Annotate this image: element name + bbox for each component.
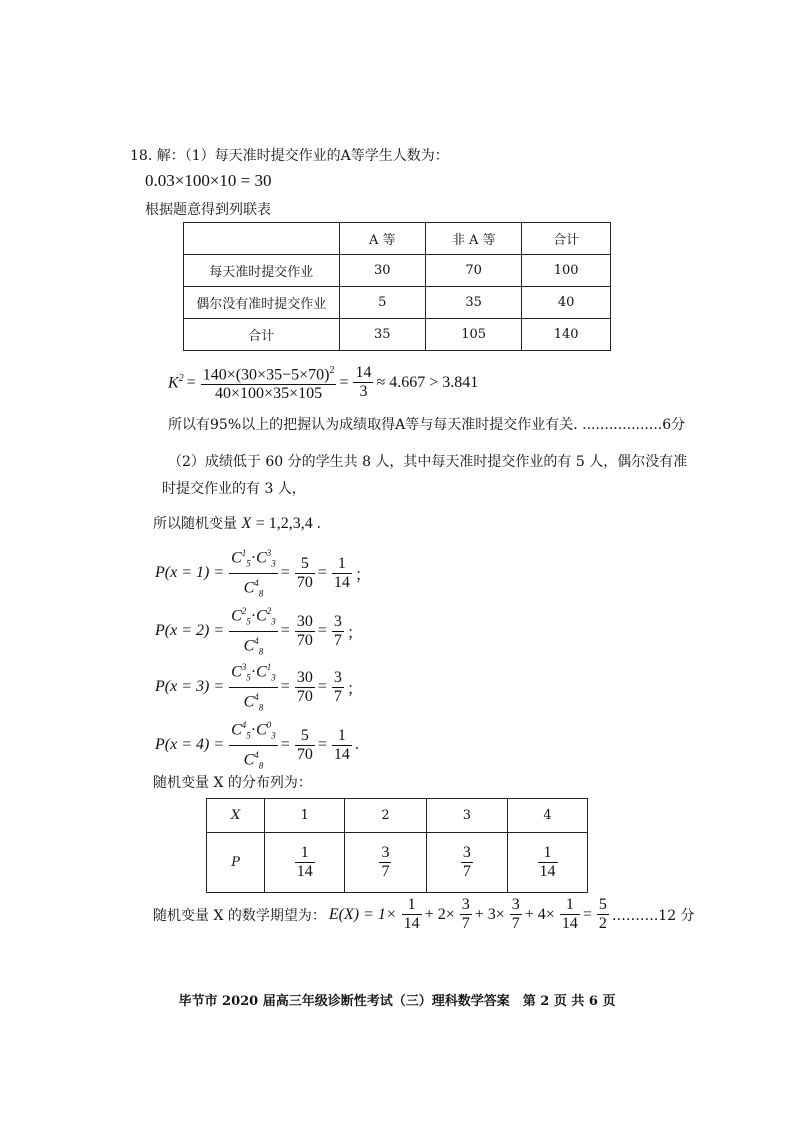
combo-sup: 4 — [254, 577, 259, 588]
rv-line — [153, 513, 321, 533]
k2-numerator: 140×(30×35−5×70) — [202, 366, 330, 384]
prob-lhs: P(x = 1) = — [155, 564, 225, 582]
fraction-den: 14 — [333, 573, 350, 591]
prob-lhs: P(x = 2) = — [155, 622, 225, 640]
combo-sub: 5 — [246, 616, 251, 627]
k2-tail: ≈ 4.667 > 3.841 — [376, 373, 479, 391]
table-intro: 根据题意得到列联表 — [145, 202, 271, 218]
dist-x-cell: 1 — [265, 799, 345, 833]
combo-fraction: $\frac{C^2_5\cdot C^2_3}{C^4_8}$ — [229, 602, 278, 660]
fraction-num: 1 — [332, 555, 352, 574]
combo-sub: 8 — [258, 588, 264, 599]
problem-heading — [130, 145, 449, 165]
combo-sub: 5 — [246, 558, 251, 569]
combo-sup: 3 — [241, 662, 247, 672]
table-cell: 偶尔没有准时提交作业 — [184, 287, 340, 319]
fraction-num: 1 — [295, 844, 315, 863]
fraction-num: 3 — [333, 668, 342, 686]
combo-sub: 3 — [271, 672, 276, 683]
table-cell: 30 — [339, 255, 425, 287]
combo-sup: 1 — [266, 662, 272, 672]
fraction-num: 3 — [511, 896, 520, 913]
expect-plus: + 4× — [524, 905, 555, 923]
combo-sub: 8 — [258, 646, 264, 657]
dist-x-cell: 4 — [508, 799, 588, 833]
combo-dot: · — [250, 663, 257, 681]
fraction-num: 3 — [381, 844, 390, 861]
combo-sup: 0 — [266, 720, 272, 730]
dist-p-cell — [265, 833, 345, 893]
combo-sup: 4 — [254, 749, 259, 760]
fraction-num: 5 — [295, 727, 315, 746]
expect-plus: + 3× — [474, 905, 505, 923]
table-cell: 40 — [522, 287, 611, 319]
fraction-den: 14 — [403, 915, 420, 932]
combo-fraction: $\frac{C^4_5\cdot C^0_3}{C^4_8}$ — [229, 716, 278, 774]
combo-dot: · — [250, 721, 257, 739]
line-end: ； — [346, 624, 363, 642]
prob-line-1: P(x = 1) = $\frac{C^1_5\cdot C^3_3}{C^4_8}$ = $\frac{5}{70}$ = $\frac{1}{14}$ ； — [155, 544, 374, 602]
fraction-den: 14 — [333, 745, 350, 763]
k2-value-num: 14 — [355, 364, 372, 382]
table-cell: 合计 — [184, 319, 340, 351]
expectation-line — [153, 896, 698, 933]
page-footer: 毕节市 2020 届高三年级诊断性考试（三）理科数学答案 第 2 页 共 6 页 — [178, 994, 616, 1009]
fraction-num: 3 — [333, 612, 342, 630]
table-row — [184, 319, 611, 351]
table-cell: 35 — [339, 319, 425, 351]
expect-intro: 随机变量 X 的数学期望为： — [153, 907, 326, 924]
solve-label: 解： — [156, 148, 185, 164]
part2-line-2: 时提交作业的有 3 人， — [162, 481, 306, 497]
part2-line-1: （2）成绩低于 60 分的学生共 8 人，其中每天准时提交作业的有 5 人，偶尔没有准 — [168, 454, 688, 470]
table-cell: 105 — [426, 319, 522, 351]
rv-values: = 1,2,3,4 . — [255, 515, 321, 532]
combo-sub: 3 — [271, 730, 276, 741]
calc-line-1: 0.03×100×10 = 30 — [145, 171, 272, 190]
conclusion-1: 所以有95%以上的把握认为成绩取得A等与每天准时提交作业有关. ..................6分 — [168, 417, 686, 433]
table-cell: 每天准时提交作业 — [184, 255, 340, 287]
combo-sup: 2 — [241, 606, 247, 616]
expect-plus: + 2× — [424, 905, 455, 923]
table-cell: 70 — [426, 255, 522, 287]
combo-sub: 3 — [271, 616, 276, 627]
k2-value-den: 3 — [359, 383, 368, 401]
combo-dot: · — [250, 607, 257, 625]
fraction-den: 70 — [296, 687, 313, 705]
fraction-num: 5 — [598, 896, 607, 913]
prob-lhs: P(x = 3) = — [155, 678, 225, 696]
rv-variable: X — [241, 515, 252, 532]
combo-dot: · — [250, 549, 257, 567]
fraction-den: 14 — [539, 863, 556, 880]
k2-symbol: K — [168, 374, 179, 392]
combo-fraction: $\frac{C^3_5\cdot C^1_3}{C^4_8}$ — [229, 658, 278, 716]
dist-x-label: X — [207, 799, 265, 833]
table-cell: 140 — [522, 319, 611, 351]
fraction-num: 1 — [332, 727, 352, 746]
k2-exponent: 2 — [178, 373, 184, 384]
fraction-den: 14 — [296, 863, 313, 880]
fraction-num: 1 — [538, 844, 558, 863]
fraction-den: 70 — [296, 745, 313, 763]
fraction-num: 3 — [461, 896, 470, 913]
fraction-num: 5 — [295, 555, 315, 574]
combo-sub: 8 — [258, 760, 264, 771]
combo-sub: 5 — [246, 672, 251, 683]
prob-line-2: P(x = 2) = $\frac{C^2_5\cdot C^2_3}{C^4_8}$ = $\frac{30}{70}$ = $\frac{3}{7}$ ； — [155, 602, 366, 660]
fraction-den: 70 — [296, 631, 313, 649]
prob-line-3: P(x = 3) = $\frac{C^3_5\cdot C^1_3}{C^4_8}$ = $\frac{30}{70}$ = $\frac{3}{7}$ ； — [155, 658, 366, 716]
table-header: 非 A 等 — [426, 223, 522, 255]
combo-sup: 4 — [241, 720, 247, 730]
table-row — [184, 287, 611, 319]
expect-equals: = — [582, 905, 592, 923]
combo-sup: 4 — [254, 691, 259, 702]
combo-sub: 5 — [246, 730, 251, 741]
k2-formula: $K^2$ = $\frac{140\times(30\times 35-5\times 70)^2}{40\times 100\times 35\times 105}$ = $\frac{14}{3}$ ≈ 4.667 > 3.841 — [168, 362, 481, 403]
fraction-den: 7 — [511, 915, 520, 932]
fraction-den: 7 — [381, 863, 390, 880]
table-cell — [184, 223, 340, 255]
problem-number: 18. — [130, 148, 153, 164]
fraction-den: 7 — [333, 687, 342, 705]
rv-intro: 所以随机变量 — [153, 516, 237, 532]
k2-denominator: 40×100×35×105 — [215, 385, 323, 403]
dist-p-row — [207, 833, 588, 893]
fraction-den: 7 — [461, 915, 470, 932]
k2-fraction — [201, 362, 337, 403]
fraction-num: 30 — [296, 612, 313, 630]
fraction-den: 70 — [296, 573, 313, 591]
combo-sub: 3 — [271, 558, 276, 569]
fraction-num: 3 — [462, 844, 471, 861]
part1-label: （1） — [184, 148, 215, 164]
fraction-num: 1 — [560, 896, 580, 915]
dist-p-cell — [508, 833, 588, 893]
fraction-num: 1 — [402, 896, 422, 915]
k2-value-fraction — [353, 364, 373, 401]
expect-score: ……….12 分 — [611, 907, 695, 924]
dist-p-cell — [345, 833, 426, 893]
table-row — [184, 255, 611, 287]
dist-p-cell — [426, 833, 507, 893]
expect-lhs: E(X) = 1× — [328, 905, 397, 923]
combo-sup: 3 — [266, 548, 272, 558]
combo-sup: 1 — [241, 548, 247, 558]
table-cell: 35 — [426, 287, 522, 319]
line-end: . — [354, 736, 359, 754]
line-end: ； — [354, 566, 371, 584]
combo-fraction: $\frac{C^1_5\cdot C^3_3}{C^4_8}$ — [229, 544, 278, 602]
combo-sub: 8 — [258, 702, 264, 713]
distribution-table — [206, 798, 588, 893]
prob-lhs: P(x = 4) = — [155, 736, 225, 754]
table-header-row — [184, 223, 611, 255]
table-header: A 等 — [339, 223, 425, 255]
dist-x-cell: 2 — [345, 799, 426, 833]
fraction-den: 7 — [462, 863, 471, 880]
fraction-den: 14 — [561, 915, 578, 932]
fraction-den: 2 — [598, 915, 607, 932]
table-cell: 5 — [339, 287, 425, 319]
combo-sup: 4 — [254, 635, 259, 646]
part1-text: 每天准时提交作业的A等学生人数为： — [214, 148, 449, 164]
combo-sup: 2 — [266, 606, 272, 616]
fraction-num: 30 — [296, 668, 313, 686]
table-header: 合计 — [522, 223, 611, 255]
line-end: ； — [346, 680, 363, 698]
dist-x-row — [207, 799, 588, 833]
dist-x-cell: 3 — [426, 799, 507, 833]
contingency-table — [183, 222, 611, 351]
k2-num-exponent: 2 — [329, 365, 335, 376]
fraction-den: 7 — [333, 631, 342, 649]
dist-p-label: P — [207, 833, 265, 893]
prob-line-4: P(x = 4) = $\frac{C^4_5\cdot C^0_3}{C^4_8}$ = $\frac{5}{70}$ = $\frac{1}{14}$ . — [155, 716, 362, 774]
dist-intro: 随机变量 X 的分布列为： — [153, 775, 312, 791]
table-cell: 100 — [522, 255, 611, 287]
